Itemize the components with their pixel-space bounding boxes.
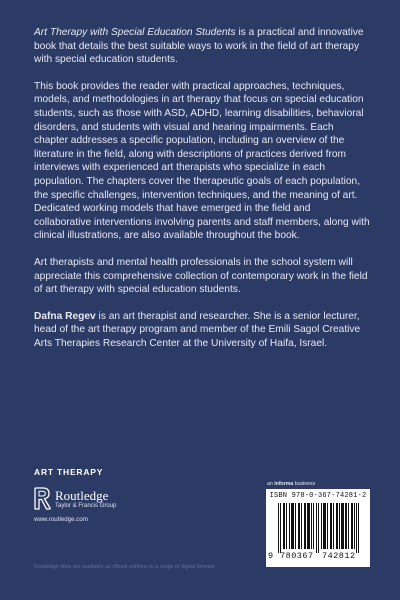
barcode-digits — [266, 551, 370, 563]
book-title-italic: Art Therapy with Special Education Students — [34, 27, 236, 38]
author-bio-text: is an art therapist and researcher. She is a senior lecturer, head of the art therapy program and member of the Emili Sagol Creative Arts Therapies Research Center at the University of Haifa, Israel. — [34, 310, 361, 349]
blurb-paragraph-intro — [34, 26, 370, 67]
blurb-text — [34, 26, 370, 363]
intro-text: is a practical and innovative book that details the best suitable ways to work in the field of art therapy with special education students. — [34, 27, 364, 66]
publisher-group: Taylor & Francis Group — [55, 502, 117, 509]
blurb-paragraph-description: This book provides the reader with practical approaches, techniques, models, and methodologies in art therapy that focus on special education students, such as those with ASD, ADHD, learning disabilities, behavioral disorders, and students with visual and hearing impairments. Each chapter addresses a specific population, including an overview of the literature in the field, along with descriptions of practices derived from interviews with experienced art therapists who specialize in each population. The chapters cover the therapeutic goals of each population, the specific challenges, intervention techniques, and the meaning of art. Dedicated working models that have emerged in the field and collaborative interventions involving parents and staff members, along with clinical illustrations, are also available throughout the book. — [34, 80, 370, 242]
ebook-note: Routledge titles are available as eBook editions in a range of digital formats — [34, 564, 215, 570]
barcode-digit-first: 9 — [268, 551, 274, 561]
author-name: Dafna Regev — [34, 310, 96, 322]
barcode — [266, 489, 370, 567]
publisher-logo — [34, 486, 116, 512]
publisher-url: www.routledge.com — [34, 516, 88, 523]
blurb-paragraph-audience: Art therapists and mental health professionals in the school system will appreciate this comprehensive collection of contemporary work in the field of art therapy with special education students. — [34, 256, 368, 296]
category-label: ART THERAPY — [34, 467, 104, 477]
routledge-r-icon — [34, 487, 52, 511]
barcode-digits-right: 742812 — [322, 551, 356, 561]
author-bio — [34, 310, 370, 351]
barcode-bars — [274, 503, 362, 553]
informa-business-label: an informa business — [267, 481, 316, 487]
isbn-text: ISBN 978-0-367-74281-2 — [269, 492, 367, 500]
informa-brand: informa — [274, 481, 294, 487]
publisher-name: Routledge — [55, 487, 109, 503]
barcode-digits-left: 780367 — [280, 551, 314, 561]
